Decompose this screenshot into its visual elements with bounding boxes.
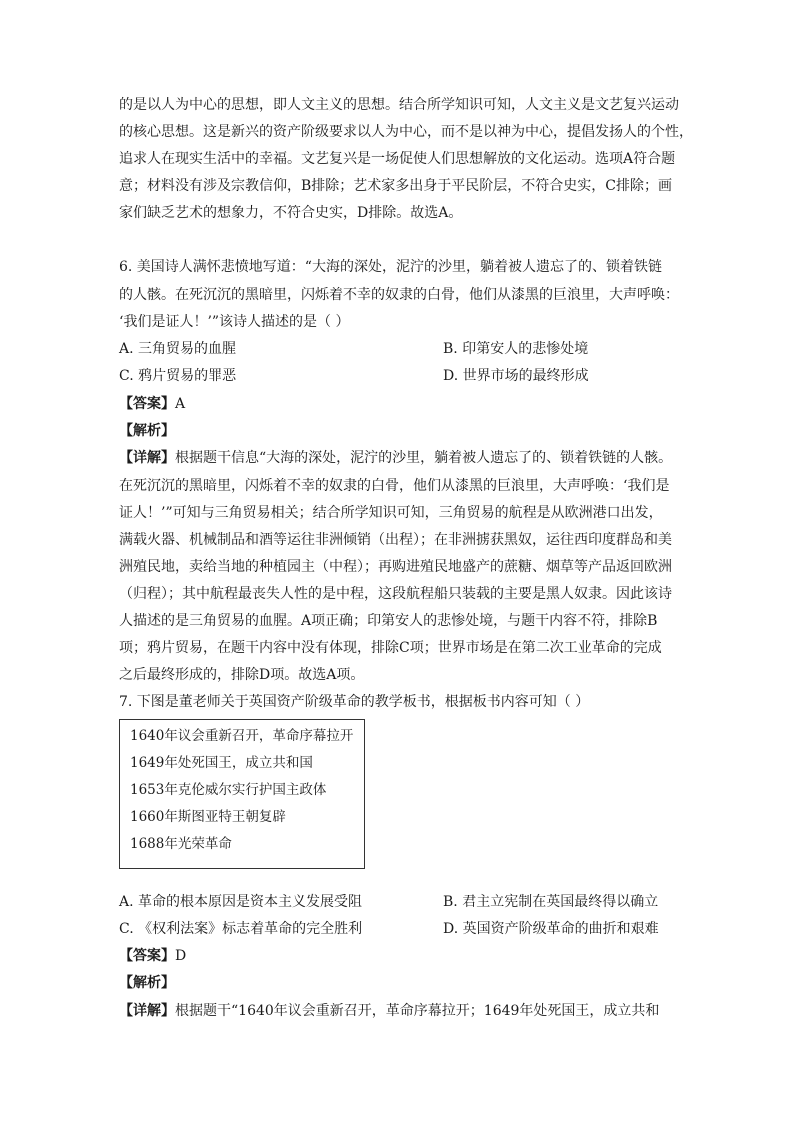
- answer-line: [119, 394, 185, 414]
- question-stem-line: 的人骸。在死沉沉的黑暗里，闪烁着不幸的奴隶的白骨，他们从漆黑的巨浪里，大声呼唤：: [119, 287, 679, 303]
- answer-tag: 【答案】: [119, 948, 175, 964]
- prev-analysis-line: 的核心思想。这是新兴的资产阶级要求以人为中心，而不是以神为中心，提倡发扬人的个性，: [119, 124, 693, 140]
- detail-text: 根据题干信息“大海的深处，泥泞的沙里，躺着被人遗忘了的、锁着铁链的人骸。: [175, 450, 673, 466]
- detail-line: 项；鸦片贸易，在题干内容中没有体现，排除C项；世界市场是在第二次工业革命的完成: [119, 640, 662, 656]
- detail-line: 人描述的是三角贸易的血腥。A项正确；印第安人的悲惨处境，与题干内容不符，排除B: [119, 613, 658, 629]
- prev-analysis-line: 家们缺乏艺术的想象力，不符合史实，D排除。故选A。: [119, 205, 463, 221]
- detail-line: [119, 448, 672, 468]
- board-line: 1688年光荣革命: [130, 836, 232, 852]
- detail-line: 在死沉沉的黑暗里，闪烁着不幸的奴隶的白骨，他们从漆黑的巨浪里，大声呼唤：‘我们是: [119, 478, 670, 494]
- detail-tag: 【详解】: [119, 450, 175, 466]
- detail-line: 满载火器、机械制品和酒等运往非洲倾销（出程）；在非洲掳获黑奴，运往西印度群岛和美: [119, 532, 672, 548]
- detail-line: （归程）；其中航程最丧失人性的是中程，这段航程船只装载的主要是黑人奴隶。因此该诗: [119, 586, 672, 602]
- detail-line: 洲殖民地，卖给当地的种植园主（中程）；再购进殖民地盛产的蔗糖、烟草等产品返回欧洲: [119, 559, 672, 575]
- blackboard-notes: [119, 719, 365, 869]
- question-stem-line: ‘我们是证人！’”该诗人描述的是（ ）: [119, 314, 350, 330]
- question-stem-line: 7. 下图是董老师关于英国资产阶级革命的教学板书，根据板书内容可知（ ）: [119, 694, 590, 710]
- option-c: C. 鸦片贸易的罪恶: [119, 368, 237, 384]
- option-b: B. 印第安人的悲惨处境: [443, 341, 589, 357]
- prev-analysis-line: 的是以人为中心的思想，即人文主义的思想。结合所学知识可知，人文主义是文艺复兴运动: [119, 97, 679, 113]
- analysis-tag: 【解析】: [119, 975, 175, 991]
- option-d: D. 英国资产阶级革命的曲折和艰难: [443, 921, 659, 937]
- answer-line: [119, 946, 186, 966]
- board-line: 1640年议会重新召开，革命序幕拉开: [130, 728, 354, 744]
- analysis-tag: 【解析】: [119, 423, 175, 439]
- question-stem-line: 6. 美国诗人满怀悲愤地写道：“大海的深处，泥泞的沙里，躺着被人遗忘了的、锁着铁链: [119, 259, 662, 275]
- board-line: 1660年斯图亚特王朝复辟: [130, 809, 286, 825]
- answer-value: A: [175, 396, 186, 412]
- option-d: D. 世界市场的最终形成: [443, 368, 589, 384]
- answer-value: D: [175, 948, 187, 964]
- detail-text: 根据题干“1640年议会重新召开，革命序幕拉开；1649年处死国王，成立共和: [175, 1003, 660, 1019]
- option-a: A. 三角贸易的血腥: [119, 341, 237, 357]
- detail-tag: 【详解】: [119, 1003, 175, 1019]
- prev-analysis-line: 意；材料没有涉及宗教信仰，B排除；艺术家多出身于平民阶层，不符合史实，C排除；画: [119, 178, 672, 194]
- option-b: B. 君主立宪制在英国最终得以确立: [443, 894, 659, 910]
- answer-tag: 【答案】: [119, 396, 175, 412]
- option-c: C. 《权利法案》标志着革命的完全胜利: [119, 921, 363, 937]
- board-line: 1649年处死国王，成立共和国: [130, 755, 313, 771]
- detail-line: 之后最终形成的，排除D项。故选A项。: [119, 667, 365, 683]
- detail-line: [119, 1001, 659, 1021]
- detail-line: 证人！’”可知与三角贸易相关；结合所学知识可知，三角贸易的航程是从欧洲港口出发，: [119, 505, 663, 521]
- option-a: A. 革命的根本原因是资本主义发展受阻: [119, 894, 363, 910]
- prev-analysis-line: 追求人在现实生活中的幸福。文艺复兴是一场促使人们思想解放的文化运动。选项A符合题: [119, 151, 676, 167]
- board-line: 1653年克伦威尔实行护国主政体: [130, 782, 327, 798]
